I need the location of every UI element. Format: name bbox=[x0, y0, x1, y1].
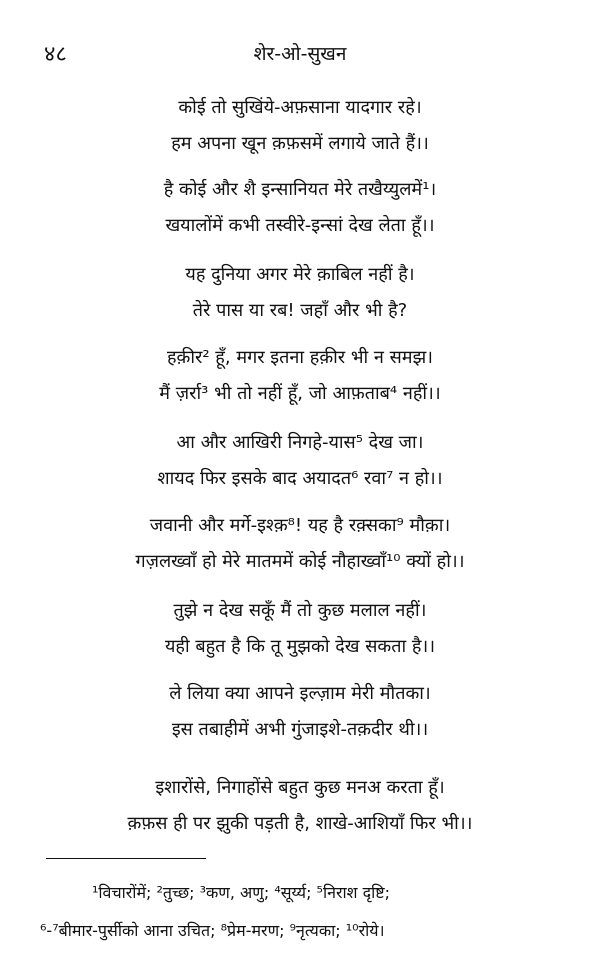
verse-line: गज़लख्वाँ हो मेरे मातममें कोई नौहाख्वाँ¹⁰ क्यों हो।। bbox=[135, 551, 465, 572]
footnote-divider bbox=[46, 858, 206, 859]
verse-line: क़फ़स ही पर झुकी पड़ती है, शाखे-आशियाँ फिर भी।। bbox=[127, 813, 473, 834]
stanza-2 bbox=[40, 172, 560, 244]
stanza-4 bbox=[40, 340, 560, 412]
verse-line: है कोई और शै इन्सानियत मेरे तखैय्युलमें¹। bbox=[163, 179, 437, 200]
verse-line: यही बहुत है कि तू मुझको देख सकता है।। bbox=[164, 636, 436, 657]
stanza-7 bbox=[40, 593, 560, 665]
verse-line: जवानी और मर्गे-इश्क़⁸! यह है रक़्सका⁹ मौक़ा। bbox=[149, 515, 451, 536]
stanza-6 bbox=[40, 508, 560, 580]
verse-line: आ और आखिरी निगहे-यास⁵ देख जा। bbox=[176, 432, 424, 453]
verse-line: हम अपना खून क़फ़समें लगाये जाते हैं।। bbox=[171, 133, 429, 154]
verse-line: तुझे न देख सकूँ मैं तो कुछ मलाल नहीं। bbox=[173, 600, 427, 621]
footnote-line: ⁶-⁷बीमार-पुर्सीको आना उचित; ⁸प्रेम-मरण; ⁹नृत्यका; ¹⁰रोये। bbox=[40, 921, 385, 940]
stanza-1 bbox=[40, 90, 560, 162]
verse-line: इशारोंसे, निगाहोंसे बहुत कुछ मनअ करता हूँ। bbox=[155, 777, 445, 798]
stanza-8 bbox=[40, 676, 560, 748]
footnotes bbox=[40, 874, 570, 950]
page-number: ४८ bbox=[44, 42, 67, 67]
verse-line: यह दुनिया अगर मेरे क़ाबिल नहीं है। bbox=[185, 264, 415, 285]
verse-line: ले लिया क्या आपने इल्ज़ाम मेरी मौतका। bbox=[169, 683, 431, 704]
verse-line: इस तबाहीमें अभी गुंजाइशे-तक़दीर थी।। bbox=[171, 719, 429, 740]
stanza-3 bbox=[40, 257, 560, 329]
verse-line: शायद फिर इसके बाद अयादत⁶ रवा⁷ न हो।। bbox=[157, 468, 443, 489]
stanza-5 bbox=[40, 425, 560, 497]
stanza-9 bbox=[40, 770, 560, 842]
footnote-line: ¹विचारोंमें; ²तुच्छ; ³कण, अणु; ⁴सूर्य्य; ⁵निराश दृष्टि; bbox=[92, 883, 391, 902]
verse-line: कोई तो सुखिंये-अफ़साना यादगार रहे। bbox=[178, 97, 422, 118]
running-title: शेर-ओ-सुखन bbox=[253, 43, 347, 65]
verse-line: तेरे पास या रब! जहाँ और भी है? bbox=[192, 300, 408, 321]
verse-line: हक़ीर² हूँ, मगर इतना हक़ीर भी न समझ। bbox=[166, 347, 434, 368]
verse-line: मैं ज़र्रा³ भी तो नहीं हूँ, जो आफ़ताब⁴ नहीं।। bbox=[159, 383, 441, 404]
verse-line: खयालोंमें कभी तस्वीरे-इन्सां देख लेता हूँ।। bbox=[165, 215, 435, 236]
